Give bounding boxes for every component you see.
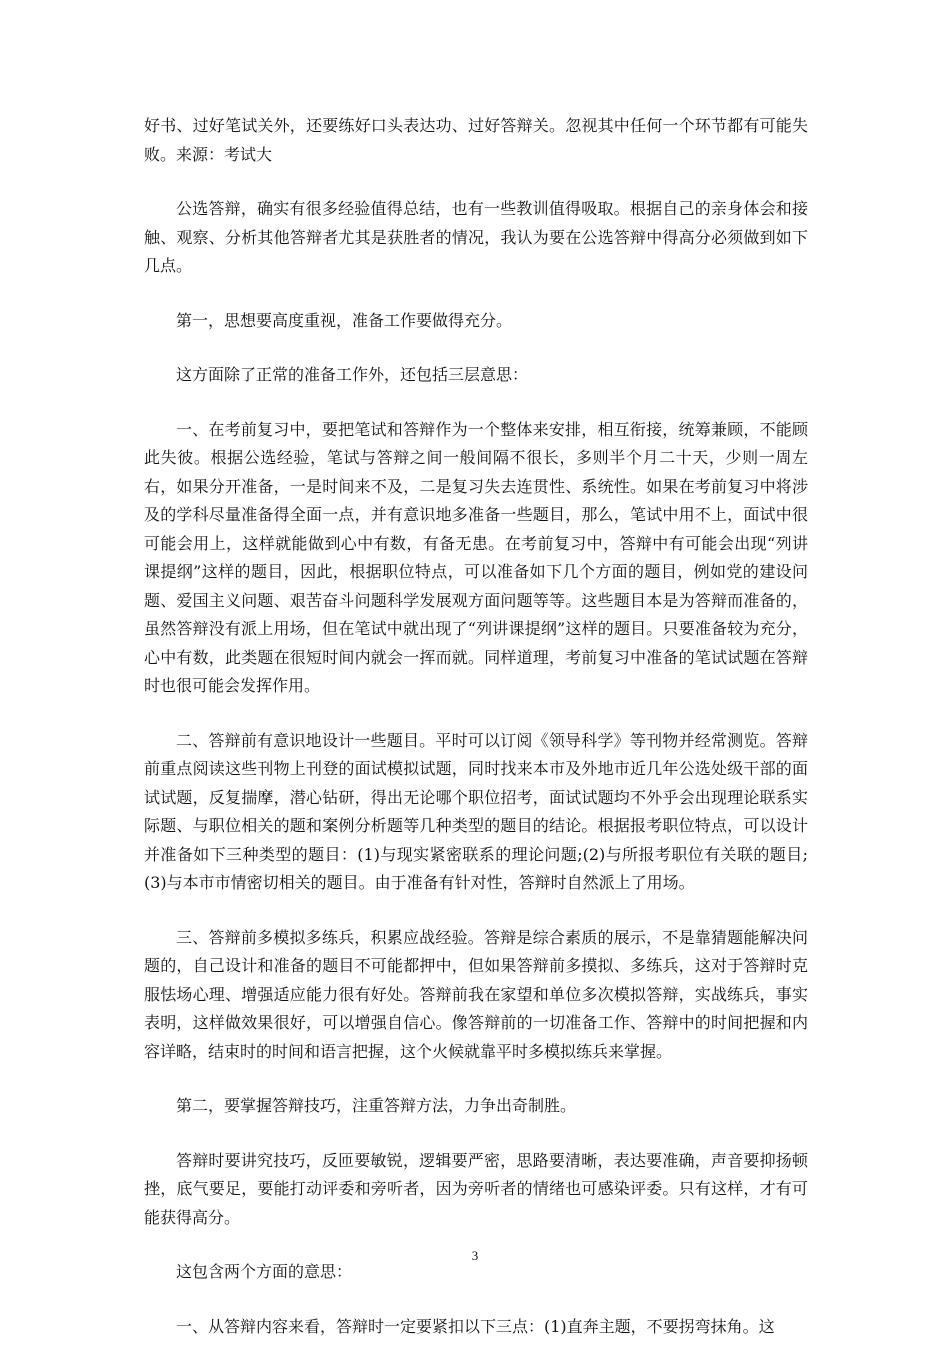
paragraph-11: 一、从答辩内容来看，答辩时一定要紧扣以下三点：(1)直奔主题，不要拐弯抹角。这 [176,1316,775,1336]
paragraph-5: 一、在考前复习中，要把笔试和答辩作为一个整体来安排，相互衔接，统筹兼顾，不能顾此失彼。根据公选经验，笔试与答辩之间一般间隔不很长，多则半个月二十天，少则一周左右，如果分开准备，一是时间来不及，二是复习失去连贯性、系统性。如果在考前复习中将涉及的学科尽量准备得全面一点，并有意识地多准备一些题目，那么，笔试中用不上，面试中很可能会用上，这样就能做到心中有数，有备无患。在考前复习中，答辩中有可能会出现“列讲课提纲”这样的题目，因此，根据职位特点，可以准备如下几个方面的题目，例如党的建设问题、爱国主义问题、艰苦奋斗问题科学发展观方面问题等等。这些题目本是为答辩而准备的，虽然答辩没有派上用场，但在笔试中就出现了“列讲课提纲”这样的题目。只要准备较为充分，心中有数，此类题在很短时间内就会一挥而就。同样道理，考前复习中准备的笔试试题在答辩时也很可能会发挥作用。 [144,419,808,695]
page-number: 3 [471,1248,479,1263]
paragraph-9: 答辩时要讲究技巧，反匝要敏锐，逻辑要严密，思路要清晰，表达要准确，声音要抑扬顿挫，底气要足，要能打动评委和旁听者，因为旁听者的情绪也可感染评委。只有这样，才有可能获得高分。 [144,1150,808,1227]
paragraph-6: 二、答辩前有意识地设计一些题目。平时可以订阅《领导科学》等刊物并经常测览。答辩前重点阅读这些刊物上刊登的面试模拟试题，同时找来本市及外地市近几年公选处级干部的面试试题，反复揣摩，潜心钻研，得出无论哪个职位招考，面试试题均不外乎会出现理论联系实际题、与职位相关的题和案例分析题等几种类型的题目的结论。根据报考职位特点，可以设计并准备如下三种类型的题目：(1)与现实紧密联系的理论问题;(2)与所报考职位有关联的题目;(3)与本市市情密切相关的题目。由于准备有针对性，答辩时自然派上了用场。 [144,730,808,892]
document-body [144,112,808,1367]
paragraph-10: 这包含两个方面的意思： [176,1262,353,1281]
section-heading-second: 第二，要掌握答辩技巧，注重答辩方法，力争出奇制胜。 [176,1096,577,1115]
paragraph-4: 这方面除了正常的准备工作外，还包括三层意思： [176,365,529,384]
paragraph-7: 三、答辩前多模拟多练兵，积累应战经验。答辩是综合素质的展示，不是靠猜题能解决问题的，自己设计和准备的题目不可能都押中，但如果答辩前多摸拟、多练兵，这对于答辩时克服怯场心理、增强适应能力很有好处。答辩前我在家望和单位多次模拟答辩，实战练兵，事实表明，这样做效果很好，可以增强自信心。像答辩前的一切准备工作、答辩中的时间把握和内容详略，结束时的时间和语言把握，这个火候就靠平时多模拟练兵来掌握。 [144,927,808,1061]
paragraph-2: 公选答辩，确实有很多经验值得总结，也有一些教训值得吸取。根据自己的亲身体会和接触、观察、分析其他答辩者尤其是获胜者的情况，我认为要在公选答辩中得高分必须做到如下几点。 [144,199,808,275]
paragraph-1: 好书、过好笔试关外，还要练好口头表达功、过好答辩关。忽视其中任何一个环节都有可能失败。来源：考试大 [144,116,808,164]
section-heading-first: 第一，思想要高度重视，准备工作要做得充分。 [176,310,513,330]
